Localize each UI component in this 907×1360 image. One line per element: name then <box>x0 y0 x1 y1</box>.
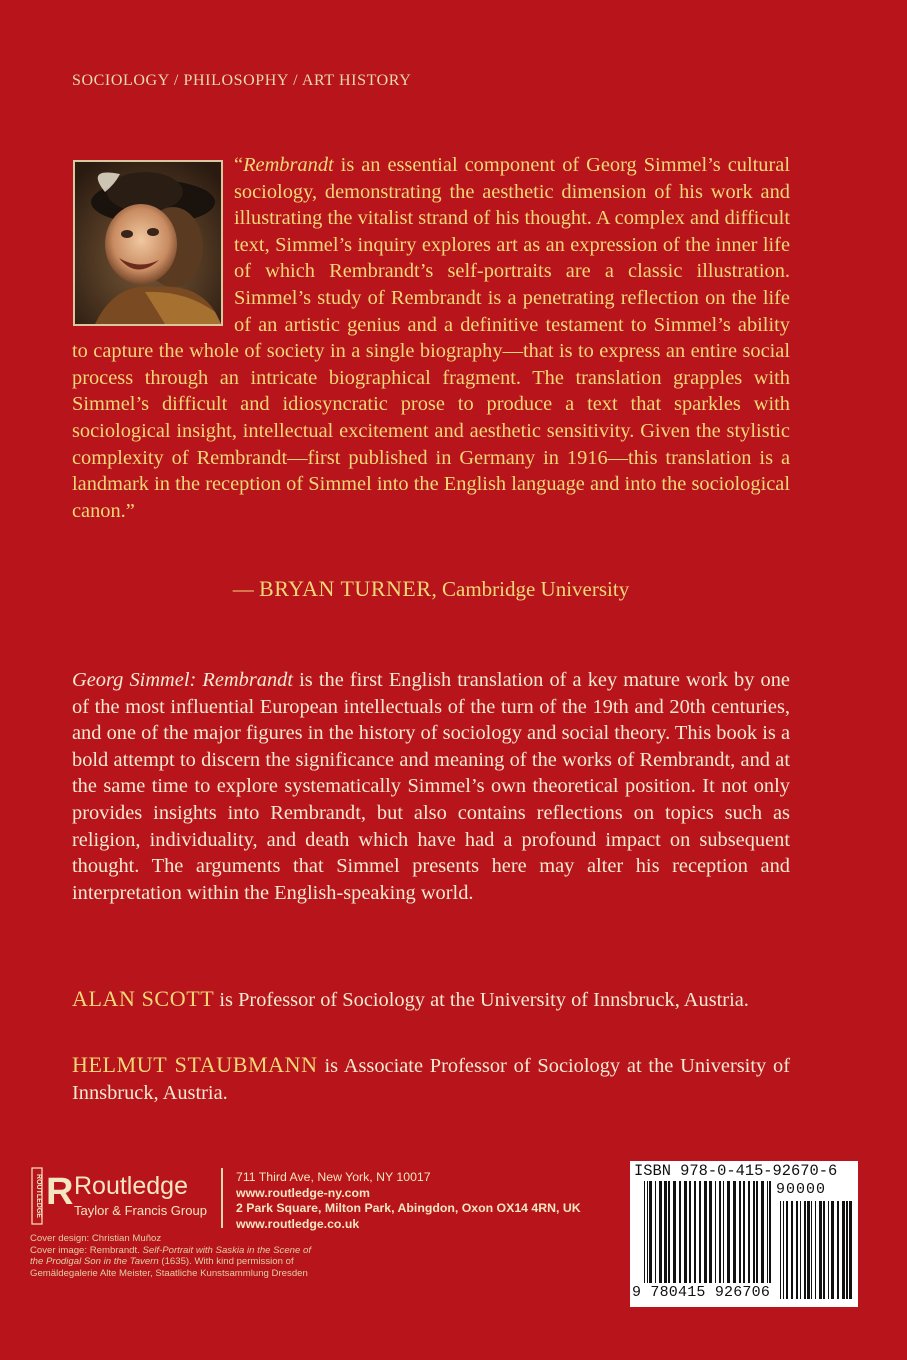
attribution-name: BRYAN TURNER <box>259 576 432 601</box>
author-bio <box>72 1052 790 1106</box>
cover-image-prefix: Cover image: Rembrandt. <box>30 1244 143 1256</box>
barcode-bar <box>831 1201 834 1299</box>
barcode-bar <box>649 1181 652 1283</box>
barcode-bar <box>846 1201 848 1299</box>
barcode-bar <box>659 1181 662 1283</box>
routledge-r-icon <box>30 1166 74 1226</box>
category-label: SOCIOLOGY / PHILOSOPHY / ART HISTORY <box>72 72 412 89</box>
barcode-bar <box>767 1181 768 1283</box>
quote-attribution <box>72 576 790 602</box>
author-name: HELMUT STAUBMANN <box>72 1052 318 1077</box>
isbn-label: ISBN 978-0-415-92670-6 <box>634 1162 838 1180</box>
barcode-bar <box>811 1201 812 1299</box>
address-line: 711 Third Ave, New York, NY 10017 <box>236 1170 431 1184</box>
barcode-bar <box>815 1201 816 1299</box>
quote-open-mark: “ <box>234 154 244 176</box>
barcode-bar <box>684 1181 687 1283</box>
barcode-bar <box>791 1201 793 1299</box>
barcode-bar <box>807 1201 810 1299</box>
routledge-vertical-text: ROUTLEDGE <box>35 1174 42 1218</box>
barcode-bar <box>699 1181 701 1283</box>
ean-number: 9 780415 926706 <box>632 1284 771 1301</box>
book-description <box>72 667 790 906</box>
cover-credits <box>30 1233 320 1279</box>
barcode-bar <box>715 1181 716 1283</box>
barcode-bar <box>644 1181 645 1283</box>
barcode-bar <box>719 1181 721 1283</box>
barcode-bar <box>804 1201 806 1299</box>
barcode-bar <box>786 1201 788 1299</box>
publisher-name: Routledge <box>74 1172 188 1200</box>
barcode-bar <box>796 1201 798 1299</box>
barcode-bar <box>664 1181 667 1283</box>
barcode-bar <box>739 1181 741 1283</box>
description-title: Georg Simmel: Rembrandt <box>72 669 294 691</box>
barcode-bar <box>769 1181 771 1283</box>
barcode-bar <box>756 1181 758 1283</box>
attribution-dash: — <box>232 577 260 601</box>
quote-body: is an essential component of Georg Simmel’s cultural sociology, demonstrating the aesthetic dimension of his work and illustrating the vitalist strand of his thought. A complex and difficult text, Simmel’s inquiry explores art as an expression of the inner life of which Rembrandt’s self-portraits are a classic illustration. Simmel’s study of Rembrandt is a penetrating reflection on the life of an artistic genius and a definitive testament to Simmel’s ability to capture the whole of society in a single biography—that is to express an entire social process through an intricate biographical fragment. The translation grapples with Simmel’s difficult and idiosyncratic prose to produce a text that sparkles with sociological insight, intellectual excitement and aesthetic sensitivity. Given the stylistic complexity of Rembrandt—first published in Germany in 1916—this translation is a landmark in the reception of Simmel into the English language and into the sociological canon.” <box>72 154 790 522</box>
author-bio <box>72 986 790 1014</box>
barcode-bar <box>673 1181 676 1283</box>
barcode-bar <box>704 1181 707 1283</box>
address-line: 2 Park Square, Milton Park, Abingdon, Oxon OX14 4RN, UK <box>236 1201 581 1215</box>
barcode-bar <box>694 1181 696 1283</box>
barcode-bar <box>837 1201 839 1299</box>
barcode-bar <box>727 1181 730 1283</box>
address-url: www.routledge-ny.com <box>236 1185 370 1200</box>
cover-image-suffix: (1635). With kind permission of Gemäldegalerie Alte Meister, Staatliche Kunstsammlung Dresden <box>30 1256 308 1279</box>
barcode-bar <box>842 1201 845 1299</box>
publisher-subtitle: Taylor & Francis Group <box>74 1203 207 1218</box>
publisher-addresses <box>236 1170 581 1232</box>
routledge-r-letter: R <box>46 1171 74 1213</box>
barcode-bar <box>723 1181 724 1283</box>
author-name: ALAN SCOTT <box>72 986 215 1011</box>
cover-image-title: Self-Portrait with Saskia in the Scene of the Prodigal Son in the Tavern <box>30 1244 312 1268</box>
author-bio-text: is Professor of Sociology at the University of Innsbruck, Austria. <box>214 989 749 1011</box>
barcode-bar <box>668 1181 670 1283</box>
price-code: 90000 <box>776 1181 827 1198</box>
barcode-bar <box>800 1201 801 1299</box>
barcode-bar <box>780 1201 781 1299</box>
barcode-bar <box>689 1181 691 1283</box>
description-body: is the first English translation of a key mature work by one of the most influential European intellectuals of the turn of the 19th and 20th centuries, and one of the major figures in the history of sociology and social theory. This book is a bold attempt to discern the significance and meaning of the works of Rembrandt, and at the same time to explore systematically Simmel’s own theoretical position. It not only provides insights into Rembrandt, but also contains reflections on topics such as religion, individuality, and death which have had a profound impact on subsequent thought. The arguments that Simmel presents here may alter his reception and interpretation within the English-speaking world. <box>72 669 790 904</box>
barcode-bar <box>783 1201 784 1299</box>
author-bio-text: is Associate Professor of Sociology at the University of Innsbruck, Austria. <box>72 1055 790 1104</box>
barcode-bar <box>748 1181 750 1283</box>
barcode-bar <box>828 1201 829 1299</box>
quote-italic-title: Rembrandt <box>243 154 334 176</box>
barcode-bar <box>655 1181 656 1283</box>
cover-design-credit: Cover design: Christian Muñoz <box>30 1233 162 1244</box>
barcode-bar <box>679 1181 681 1283</box>
address-url: www.routledge.co.uk <box>236 1216 360 1231</box>
portrait-spacer <box>72 152 234 334</box>
barcode-bar <box>849 1201 852 1299</box>
barcode-bar <box>753 1181 755 1283</box>
barcode-bar <box>733 1181 736 1283</box>
barcode-bar <box>761 1181 764 1283</box>
attribution-affiliation: , Cambridge University <box>431 577 630 601</box>
review-quote <box>72 152 790 524</box>
barcode-bar <box>823 1201 825 1299</box>
cover-image-credit <box>30 1245 320 1280</box>
publisher-divider <box>221 1168 223 1228</box>
barcode-bar <box>743 1181 745 1283</box>
barcode-bar <box>819 1201 822 1299</box>
barcode-bar <box>647 1181 648 1283</box>
barcode-bar <box>709 1181 712 1283</box>
